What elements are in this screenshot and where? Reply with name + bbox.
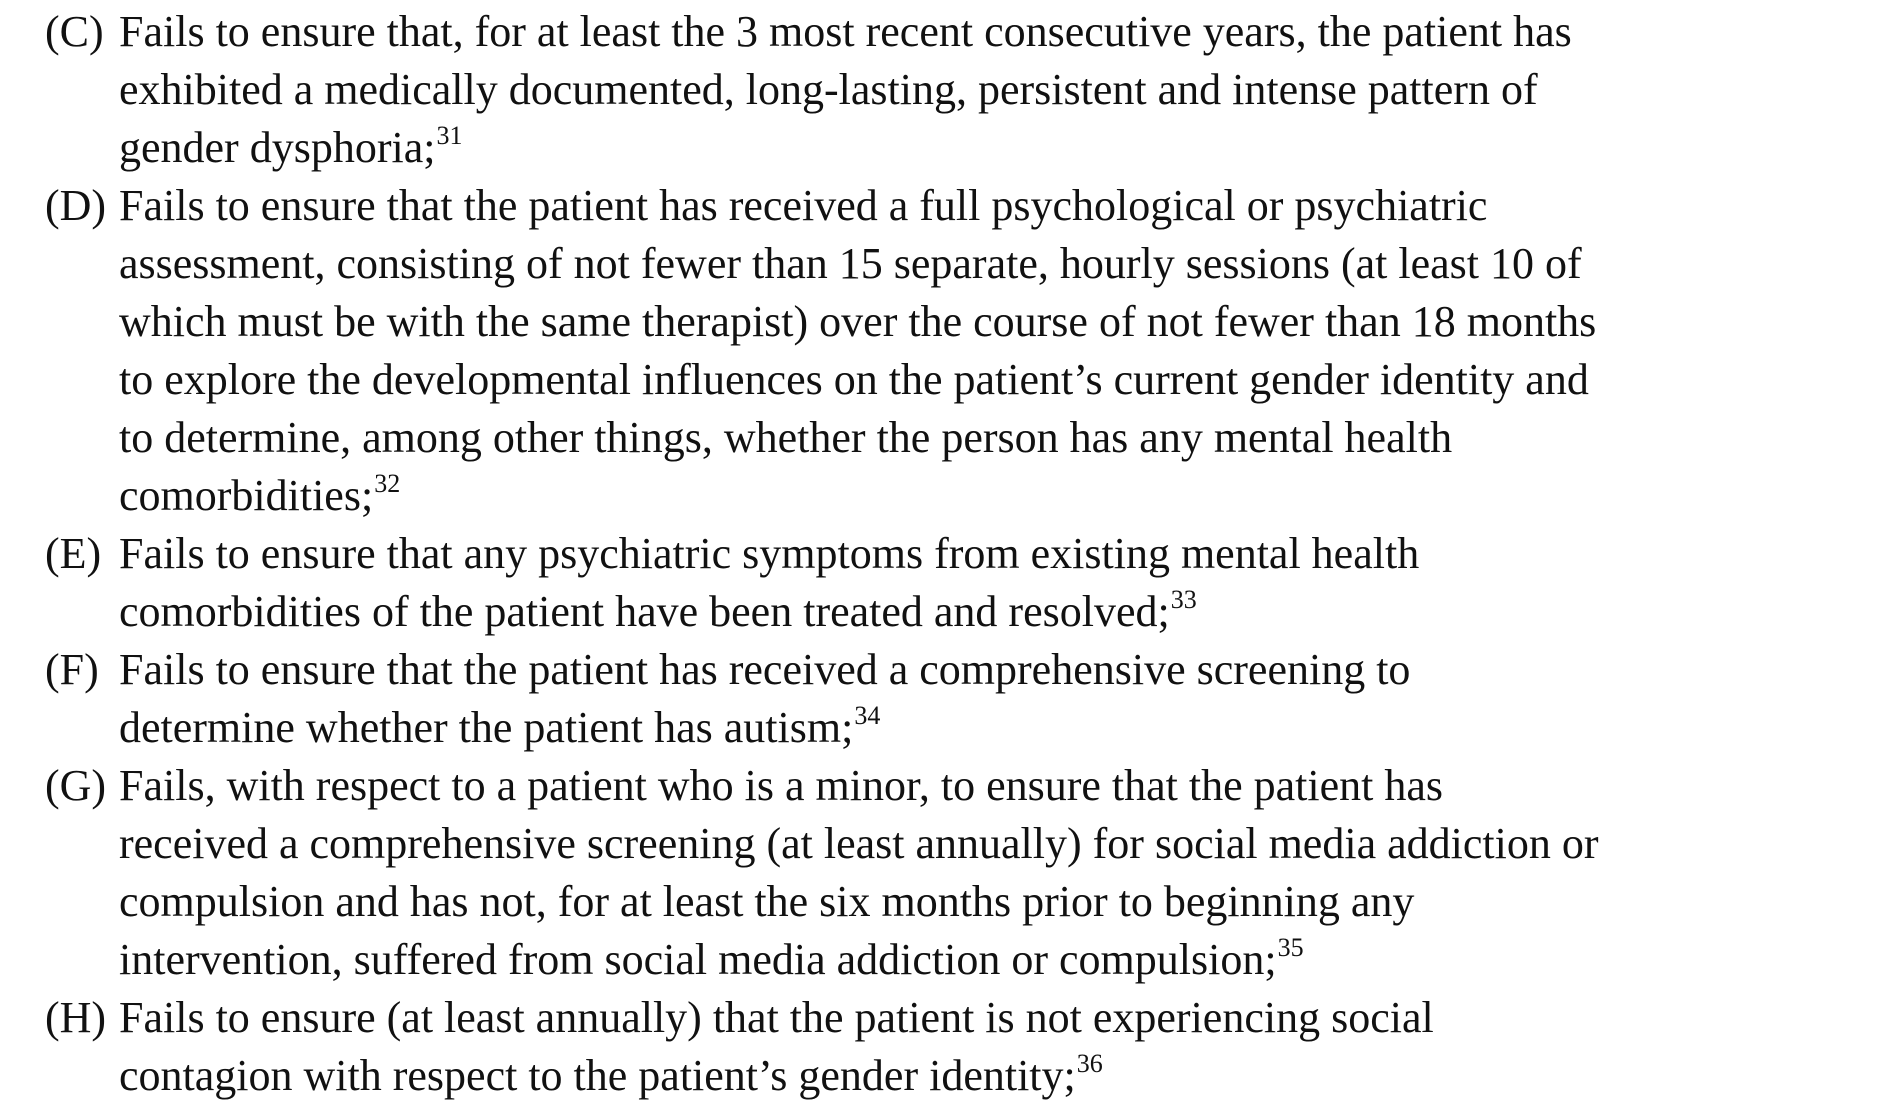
- text-line-content: contagion with respect to the patient’s gender identity;: [119, 1051, 1076, 1100]
- footnote-ref: 36: [1076, 1049, 1103, 1078]
- clause-f: [45, 641, 1875, 757]
- clause-label: (F): [45, 645, 99, 694]
- text-line: to explore the developmental influences on the patient’s current gender identity and: [119, 355, 1589, 404]
- text-line-content: comorbidities;: [119, 471, 374, 520]
- clause-text: [119, 989, 1875, 1105]
- clause-text: [119, 177, 1875, 525]
- text-line: which must be with the same therapist) over the course of not fewer than 18 months: [119, 297, 1597, 346]
- clause-g: [45, 757, 1875, 989]
- clause-text: [119, 525, 1875, 641]
- text-line: Fails to ensure (at least annually) that the patient is not experiencing social: [119, 993, 1434, 1042]
- text-line: Fails, with respect to a patient who is a minor, to ensure that the patient has: [119, 761, 1444, 810]
- text-line: [119, 119, 1875, 177]
- text-line: compulsion and has not, for at least the six months prior to beginning any: [119, 877, 1415, 926]
- text-line: received a comprehensive screening (at least annually) for social media addiction or: [119, 819, 1599, 868]
- text-line-content: comorbidities of the patient have been treated and resolved;: [119, 587, 1170, 636]
- text-line: to determine, among other things, whether the person has any mental health: [119, 413, 1453, 462]
- text-line-content: intervention, suffered from social media addiction or compulsion;: [119, 935, 1277, 984]
- text-line: [119, 1047, 1875, 1105]
- footnote-ref: 33: [1170, 585, 1197, 614]
- clause-h: [45, 989, 1875, 1105]
- text-line: [119, 699, 1875, 757]
- clause-label: (H): [45, 993, 107, 1042]
- clause-c: [45, 3, 1875, 177]
- text-line: Fails to ensure that the patient has received a comprehensive screening to: [119, 645, 1411, 694]
- text-line: [119, 467, 1875, 525]
- footnote-ref: 31: [436, 121, 463, 150]
- footnote-ref: 32: [374, 469, 401, 498]
- clause-text: [119, 757, 1875, 989]
- clause-list: [45, 3, 1875, 1105]
- clause-text: [119, 3, 1875, 177]
- text-line: Fails to ensure that any psychiatric symptoms from existing mental health: [119, 529, 1420, 578]
- footnote-ref: 35: [1277, 933, 1304, 962]
- text-line: [119, 583, 1875, 641]
- clause-label: (E): [45, 529, 102, 578]
- text-line: exhibited a medically documented, long-lasting, persistent and intense pattern of: [119, 65, 1538, 114]
- clause-label: (D): [45, 181, 107, 230]
- text-line: [119, 931, 1875, 989]
- clause-d: [45, 177, 1875, 525]
- clause-text: [119, 641, 1875, 757]
- clause-e: [45, 525, 1875, 641]
- footnote-ref: 34: [854, 701, 881, 730]
- text-line: Fails to ensure that, for at least the 3 most recent consecutive years, the patient has: [119, 7, 1572, 56]
- text-line-content: gender dysphoria;: [119, 123, 436, 172]
- clause-label: (G): [45, 761, 107, 810]
- clause-label: (C): [45, 7, 104, 56]
- text-line-content: determine whether the patient has autism;: [119, 703, 854, 752]
- text-line: assessment, consisting of not fewer than 15 separate, hourly sessions (at least 10 of: [119, 239, 1582, 288]
- text-line: Fails to ensure that the patient has received a full psychological or psychiatric: [119, 181, 1488, 230]
